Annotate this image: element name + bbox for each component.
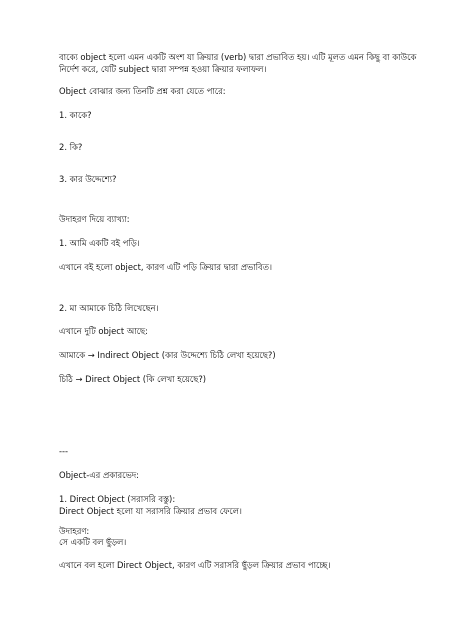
question-item: 3. কার উদ্দেশ্যে? xyxy=(59,174,117,184)
example-label: উদাহরণ: xyxy=(59,526,90,536)
question-item: 2. কি? xyxy=(59,142,83,152)
paragraph-line: নির্দেশ করে, যেটি subject দ্বারা সম্পন্ন হওয়া ক্রিয়ার ফলাফল। xyxy=(59,64,267,74)
example-object-line: চিঠি → Direct Object (কি লেখা হয়েছে?) xyxy=(59,374,207,384)
example-object-line: আমাকে → Indirect Object (কার উদ্দেশ্যে চিঠি লেখা হয়েছে?) xyxy=(59,350,276,360)
type-description: Direct Object হলো যা সরাসরি ক্রিয়ার প্রভাব ফেলে। xyxy=(59,506,242,516)
questions-intro: Object বোঝার জন্য তিনটি প্রশ্ন করা যেতে পারে: xyxy=(59,86,226,96)
type-title: 1. Direct Object (সরাসরি বস্তু): xyxy=(59,494,176,504)
example-explanation: এখানে বল হলো Direct Object, কারণ এটি সরাসরি ছুঁড়ল ক্রিয়ার প্রভাব পাচ্ছে। xyxy=(59,560,331,570)
types-heading: Object-এর প্রকারভেদ: xyxy=(59,470,139,480)
example-item: 1. আমি একটি বই পড়ি। xyxy=(59,238,140,248)
examples-heading: উদাহরণ দিয়ে ব্যাখ্যা: xyxy=(59,214,130,224)
example-explanation: এখানে বই হলো object, কারণ এটি পড়ি ক্রিয়ার দ্বারা প্রভাবিত। xyxy=(59,262,272,272)
separator: --- xyxy=(59,446,69,456)
example-explanation: এখানে দুটি object আছে: xyxy=(59,326,148,336)
example-item: 2. মা আমাকে চিঠি লিখেছেন। xyxy=(59,303,159,313)
question-item: 1. কাকে? xyxy=(59,110,92,120)
paragraph-line: বাক্যে object হলো এমন একটি অংশ যা ক্রিয়ার (verb) দ্বারা প্রভাবিত হয়। এটি মূলত এমন কিছু বা কাউকে xyxy=(59,52,417,62)
example-sentence: সে একটি বল ছুঁড়ল। xyxy=(59,537,127,547)
